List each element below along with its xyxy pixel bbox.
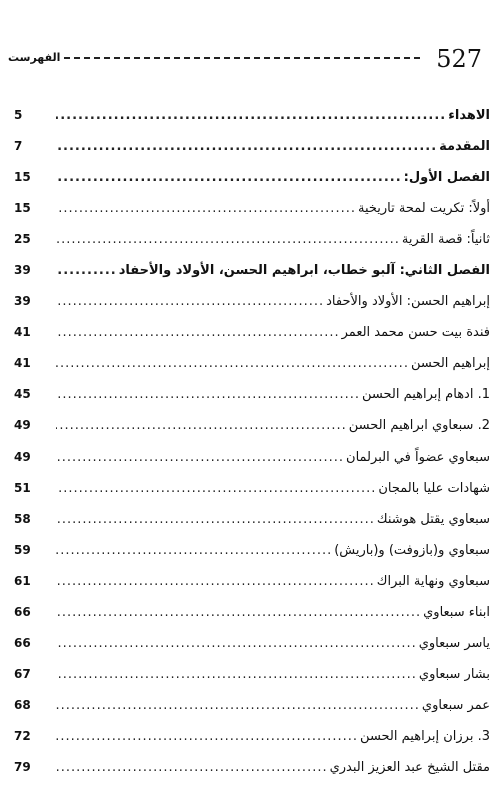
toc-entry-title: عمر سبعاوي <box>421 697 490 713</box>
toc-entry-page: 49 <box>14 449 31 464</box>
toc-entry <box>14 317 490 348</box>
toc-entry <box>14 100 490 131</box>
running-title: الفهرست <box>8 51 61 64</box>
dot-leader <box>56 604 421 622</box>
toc-entry <box>14 473 490 504</box>
dot-leader <box>56 449 344 467</box>
dot-leader <box>56 231 400 249</box>
toc-entry-title: 1. ادهام إبراهيم الحسن <box>362 387 490 403</box>
toc-entry-title: ياسر سبعاوي <box>418 635 490 651</box>
toc-entry-page: 15 <box>14 201 31 216</box>
toc-entry <box>14 597 490 628</box>
toc-entry-page: 5 <box>14 108 23 122</box>
toc-entry <box>14 193 490 224</box>
toc-entry-page: 68 <box>14 697 31 712</box>
toc-entry <box>14 131 490 162</box>
toc-entry <box>14 379 490 410</box>
toc-entry <box>14 659 490 690</box>
dot-leader <box>56 480 376 498</box>
toc-entry-page: 61 <box>14 573 31 588</box>
toc-entry-page: 51 <box>14 480 31 495</box>
toc-entry <box>14 286 490 317</box>
dot-leader <box>56 759 328 777</box>
toc-entry <box>14 566 490 597</box>
toc-entry-title: مقتل الشيخ عبد العزيز البدري <box>329 759 490 775</box>
dot-leader <box>56 417 347 435</box>
toc-entry-title: سبعاوي عضواً في البرلمان <box>346 449 490 465</box>
toc-entry <box>14 752 490 783</box>
toc-entry-page: 72 <box>14 728 31 743</box>
toc-entry-title: سبعاوي و(بازوفت) و(باريش) <box>334 542 490 558</box>
toc-entry <box>14 442 490 473</box>
toc-entry-title: المقدمة <box>439 139 490 155</box>
toc-entry-title: فندة بيت حسن محمد العمر <box>341 325 490 341</box>
toc-entry-title: ثانياً: قصة القرية <box>401 232 490 248</box>
toc-entry-page: 58 <box>14 511 31 526</box>
dot-leader <box>56 511 375 529</box>
toc-entry <box>14 721 490 752</box>
dot-leader <box>56 107 446 125</box>
toc-entry-page: 39 <box>14 294 31 309</box>
dot-leader <box>56 138 437 156</box>
table-of-contents <box>14 100 490 783</box>
toc-entry <box>14 348 490 379</box>
toc-entry <box>14 255 490 286</box>
dot-leader <box>56 293 324 311</box>
toc-entry-page: 41 <box>14 325 31 340</box>
toc-entry <box>14 535 490 566</box>
page-header <box>0 44 500 74</box>
page-number: 527 <box>436 45 482 73</box>
header-divider <box>64 57 420 59</box>
toc-entry-page: 25 <box>14 232 31 247</box>
toc-entry-title: 2. سبعاوي ابراهيم الحسن <box>348 418 490 434</box>
toc-entry-title: أولاً: تكريت لمحة تاريخية <box>357 201 490 217</box>
toc-entry <box>14 224 490 255</box>
dot-leader <box>56 666 417 684</box>
toc-entry <box>14 410 490 441</box>
toc-entry-page: 7 <box>14 139 23 154</box>
dot-leader <box>56 728 358 746</box>
dot-leader <box>56 262 117 280</box>
toc-entry-page: 45 <box>14 387 31 402</box>
toc-entry-title: ابناء سبعاوي <box>423 604 490 620</box>
toc-entry-page: 15 <box>14 170 31 185</box>
toc-entry-page: 49 <box>14 418 31 433</box>
toc-entry-title: الفصل الأول: <box>403 170 490 186</box>
dot-leader <box>56 169 402 187</box>
dot-leader <box>56 697 420 715</box>
toc-entry-title: سبعاوي يقتل هوشنك <box>376 511 490 527</box>
toc-entry-title: شهادات عليا بالمجان <box>378 480 490 496</box>
dot-leader <box>56 324 340 342</box>
toc-entry-title: سبعاوي ونهاية البراك <box>376 573 490 589</box>
toc-entry-page: 67 <box>14 666 31 681</box>
toc-entry <box>14 628 490 659</box>
toc-entry-page: 59 <box>14 542 31 557</box>
toc-entry-page: 41 <box>14 356 31 371</box>
dot-leader <box>56 542 332 560</box>
toc-entry-title: الاهداء <box>448 108 490 123</box>
toc-entry-title: الفصل الثاني: آلبو خطاب، ابراهيم الحسن، الأولاد والأحفاد <box>118 263 490 279</box>
toc-entry <box>14 162 490 193</box>
toc-entry-page: 79 <box>14 759 31 774</box>
dot-leader <box>56 355 409 373</box>
toc-entry <box>14 504 490 535</box>
toc-entry-title: بشار سبعاوي <box>418 666 490 682</box>
toc-entry-title: إبراهيم الحسن: الأولاد والأحفاد <box>326 294 490 310</box>
dot-leader <box>56 386 360 404</box>
toc-entry-page: 66 <box>14 635 31 650</box>
dot-leader <box>56 635 417 653</box>
toc-entry-page: 66 <box>14 604 31 619</box>
toc-entry <box>14 690 490 721</box>
toc-entry-title: إبراهيم الحسن <box>410 356 490 372</box>
toc-entry-title: 3. برزان إبراهيم الحسن <box>360 728 490 744</box>
dot-leader <box>56 573 375 591</box>
toc-entry-page: 39 <box>14 263 31 278</box>
dot-leader <box>56 200 356 218</box>
